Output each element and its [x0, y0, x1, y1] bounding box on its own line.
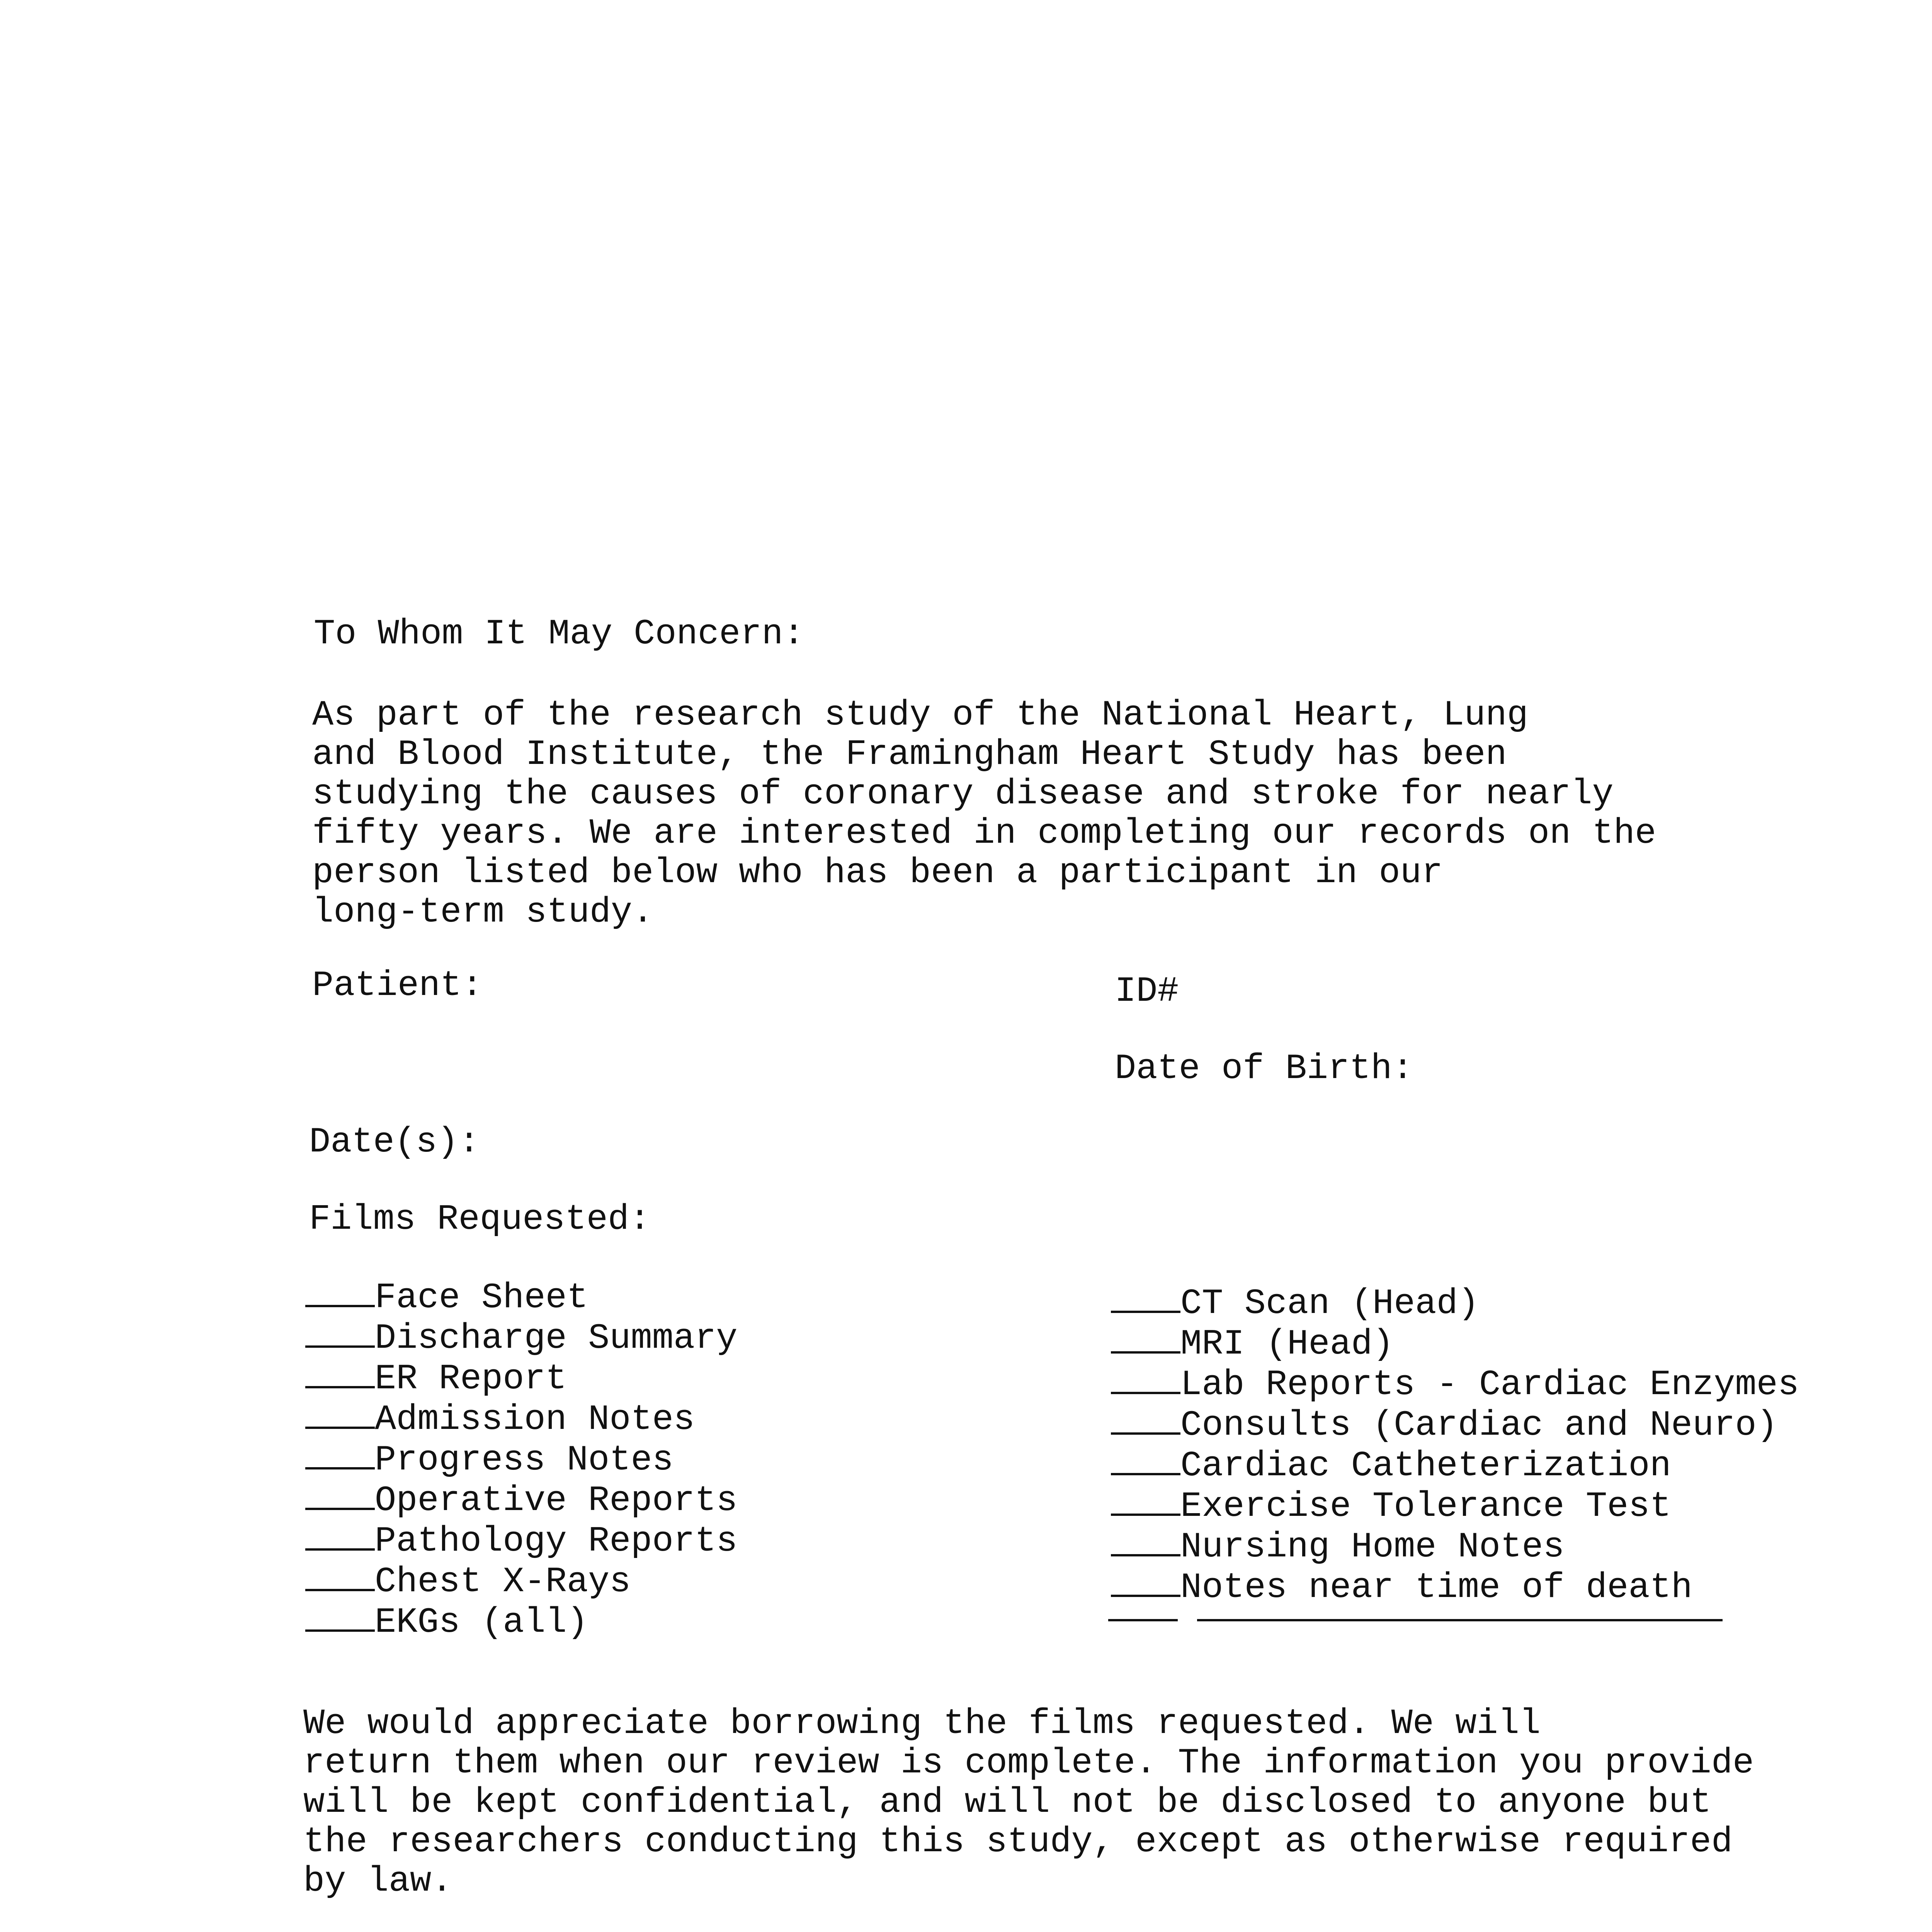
checkbox-blank[interactable]	[1111, 1405, 1180, 1435]
checklist-item	[1111, 1364, 1799, 1405]
checklist-item-label: Cardiac Catheterization	[1180, 1446, 1671, 1486]
checklist-item-label: Notes near time of death	[1180, 1567, 1693, 1608]
checklist-item	[305, 1399, 738, 1439]
checklist-item-label: Operative Reports	[375, 1480, 738, 1521]
intro-line: studying the causes of coronary disease and stroke for nearly	[312, 774, 1614, 814]
checklist-right	[1111, 1283, 1799, 1607]
body-line: by law.	[303, 1861, 453, 1901]
checklist-item-label: Exercise Tolerance Test	[1180, 1486, 1671, 1527]
id-label: ID#	[1115, 971, 1179, 1012]
intro-line: long-term study.	[312, 892, 654, 932]
checklist-item-label: MRI (Head)	[1180, 1324, 1394, 1364]
body-line: will be kept confidential, and will not be disclosed to anyone but	[303, 1782, 1711, 1823]
checkbox-blank[interactable]	[1108, 1615, 1178, 1621]
checklist-item	[1111, 1486, 1799, 1526]
checklist-item	[305, 1358, 738, 1399]
checklist-item	[305, 1277, 738, 1318]
intro-line: person listed below who has been a participant in our	[312, 852, 1443, 893]
checklist-item-label: Chest X-Rays	[375, 1561, 631, 1602]
checkbox-blank[interactable]	[1111, 1445, 1180, 1475]
checklist-item	[1111, 1526, 1799, 1567]
intro-line: and Blood Institute, the Framingham Heart Study has been	[312, 734, 1507, 775]
checklist-item	[1111, 1323, 1799, 1364]
checkbox-blank[interactable]	[305, 1358, 375, 1388]
checklist-item	[305, 1480, 738, 1520]
checklist-item	[305, 1520, 738, 1561]
checkbox-blank[interactable]	[305, 1277, 375, 1307]
checklist-item	[305, 1602, 738, 1642]
checklist-item-label: CT Scan (Head)	[1180, 1283, 1479, 1324]
checkbox-blank[interactable]	[1111, 1526, 1180, 1556]
checkbox-blank[interactable]	[1111, 1323, 1180, 1354]
checklist-item-label: Progress Notes	[375, 1440, 673, 1480]
checklist-item-label: Pathology Reports	[375, 1521, 738, 1561]
body-line: return them when our review is complete. The information you provide	[303, 1743, 1754, 1783]
other-item-write-in[interactable]	[1197, 1615, 1723, 1621]
patient-label: Patient:	[312, 965, 483, 1006]
checklist-item	[305, 1318, 738, 1358]
checkbox-blank[interactable]	[1111, 1364, 1180, 1394]
checklist-item-label: Admission Notes	[375, 1399, 695, 1440]
checklist-item	[1111, 1567, 1799, 1607]
dates-label: Date(s):	[309, 1122, 480, 1162]
checkbox-blank[interactable]	[305, 1480, 375, 1510]
checklist-item-label: Lab Reports - Cardiac Enzymes	[1180, 1364, 1799, 1405]
films-requested-label: Films Requested:	[309, 1199, 651, 1240]
checklist-item-label: Consults (Cardiac and Neuro)	[1180, 1405, 1778, 1446]
other-item-line	[1108, 1615, 1723, 1621]
body-line: the researchers conducting this study, except as otherwise required	[303, 1821, 1733, 1862]
intro-line: fifty years. We are interested in completing our records on the	[312, 813, 1656, 854]
checklist-item-label: ER Report	[375, 1359, 567, 1399]
body-line: We would appreciate borrowing the films requested. We will	[303, 1703, 1541, 1744]
checkbox-blank[interactable]	[305, 1602, 375, 1632]
checkbox-blank[interactable]	[305, 1520, 375, 1551]
checkbox-blank[interactable]	[305, 1561, 375, 1591]
checkbox-blank[interactable]	[305, 1399, 375, 1429]
body-paragraph	[303, 1704, 1754, 1901]
checklist-item-label: Face Sheet	[375, 1277, 588, 1318]
checkbox-blank[interactable]	[305, 1318, 375, 1348]
checklist-item	[1111, 1405, 1799, 1445]
checkbox-blank[interactable]	[305, 1439, 375, 1469]
checkbox-blank[interactable]	[1111, 1283, 1180, 1313]
checkbox-blank[interactable]	[1111, 1567, 1180, 1597]
salutation: To Whom It May Concern:	[314, 614, 804, 654]
intro-line: As part of the research study of the National Heart, Lung	[312, 695, 1528, 735]
intro-paragraph	[312, 696, 1656, 932]
checklist-item	[305, 1561, 738, 1602]
checkbox-blank[interactable]	[1111, 1486, 1180, 1516]
checklist-item	[1111, 1283, 1799, 1323]
checklist-item-label: EKGs (all)	[375, 1602, 588, 1643]
checklist-left	[305, 1277, 738, 1642]
checklist-item	[305, 1439, 738, 1480]
checklist-item-label: Discharge Summary	[375, 1318, 738, 1359]
dob-label: Date of Birth:	[1115, 1048, 1413, 1089]
checklist-item-label: Nursing Home Notes	[1180, 1527, 1565, 1567]
checklist-item	[1111, 1445, 1799, 1486]
